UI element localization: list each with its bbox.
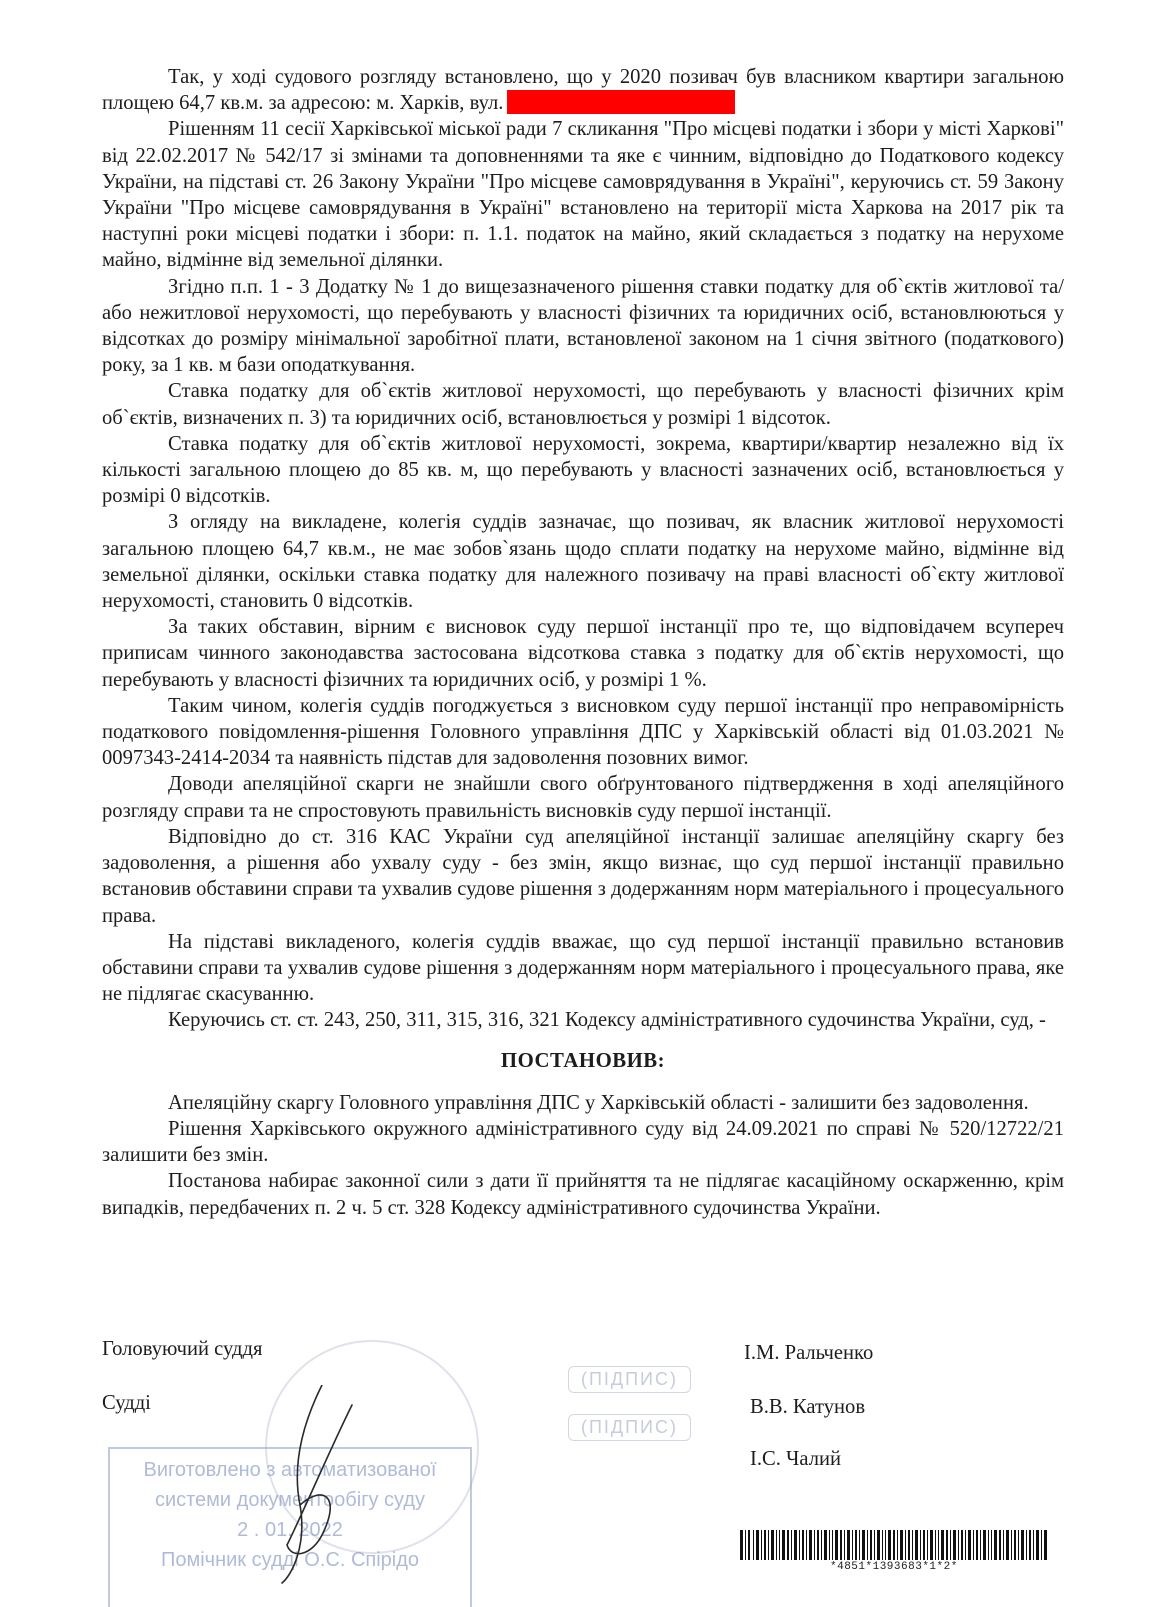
paragraph-5: Ставка податку для об`єктів житлової нерухомості, зокрема, квартири/квартир незалежно від їх кількості загальною площею до 85 кв. м, що перебувають у власності зазначених осіб, встановлюється у розмірі 0 відсотків. (102, 432, 1064, 508)
paragraph-9: Доводи апеляційної скарги не знайшли свого обґрунтованого підтвердження в ході апеляційного розгляду справи та не спростовують правильність висновків суду першої інстанції. (102, 773, 1064, 822)
judges-label: Судді (102, 1392, 151, 1414)
paragraph-6: З огляду на викладене, колегія суддів зазначає, що позивач, як власник житлової нерухомості загальною площею 64,7 кв.м., не має зобов`язань щодо сплати податку на нерухоме майно, відмінне від земельної ділянки, оскільки ставка податку для належного позивачу на праві власності об`єкту житлової нерухомості, становить 0 відсотків. (102, 511, 1064, 613)
resolution-item-1: Апеляційну скаргу Головного управління ДПС у Харківській області - залишити без задоволення. (168, 1091, 1029, 1114)
paragraph-3: Згідно п.п. 1 - 3 Додатку № 1 до вищезазначеного рішення ставки податку для об`єктів житлової та/або нежитлової нерухомості, що перебувають у власності фізичних та юридичних осіб, встановлюються у відсотках до розміру мінімальної заробітної плати, встановленої законом на 1 січня звітного (податкового) року, за 1 кв. м бази оподаткування. (102, 275, 1064, 377)
signature-placeholder-stamp-1: (ПІДПИС) (568, 1366, 691, 1393)
document-body (102, 64, 1064, 1221)
presiding-judge-name: І.М. Ральченко (744, 1342, 874, 1364)
paragraph-1-text: Так, у ході судового розгляду встановлено, що у 2020 позивач був власником квартири загальною площею 64,7 кв.м. за адресою: м. Харків, вул. (102, 66, 1064, 115)
stamp-line-1: Виготовлено з автоматизованої (143, 1459, 437, 1481)
barcode (740, 1530, 1048, 1560)
paragraph-10: Відповідно до ст. 316 КАС України суд апеляційної інстанції залишає апеляційну скаргу без задоволення, а рішення або ухвалу суду - без змін, якщо визнає, що суд першої інстанції правильно встановив обставини справи та ухвалив судове рішення з додержанням норм матеріального і процесуального права. (102, 825, 1064, 927)
stamp-line-3: 2 . 01. 2022 (237, 1519, 343, 1541)
stamp-line-4: Помічник судді О.С. Спірідо (160, 1549, 420, 1571)
paragraph-2: Рішенням 11 сесії Харківської міської ради 7 скликання "Про місцеві податки і збори у місті Харкові" від 22.02.2017 № 542/17 зі змінами та доповненнями та яке є чинним, відповідно до Податкового кодексу України, на підставі ст. 26 Закону України "Про місцеве самоврядування в Україні", керуючись ст. 59 Закону України "Про місцеве самоврядування в Україні" встановлено на території міста Харкова на 2017 рік та наступні роки місцеві податки і збори: п. 1.1. податок на майно, який складається з податку на нерухоме майно, відмінне від земельної ділянки. (102, 118, 1064, 272)
handwritten-signature (262, 1385, 372, 1585)
resolution-heading: ПОСТАНОВИВ: (500, 1048, 666, 1072)
address-redaction (507, 90, 735, 114)
signature-placeholder-stamp-2: (ПІДПИС) (568, 1414, 691, 1441)
resolution-item-3: Постанова набирає законної сили з дати її прийняття та не підлягає касаційному оскарженню, крім випадків, передбачених п. 2 ч. 5 ст. 328 Кодексу адміністративного судочинства України. (102, 1170, 1064, 1219)
stamp-line-2: системи документообігу суду (154, 1489, 426, 1511)
judge-name-1: В.В. Катунов (750, 1396, 866, 1418)
paragraph-8: Таким чином, колегія суддів погоджується з висновком суду першої інстанції про неправомірність податкового повідомлення-рішення Головного управління ДПС у Харківській області від 01.03.2021 № 0097343-2414-2034 та наявність підстав для задоволення позовних вимог. (102, 694, 1064, 770)
paragraph-12: Керуючись ст. ст. 243, 250, 311, 315, 316, 321 Кодексу адміністративного судочинства України, суд, - (168, 1009, 1046, 1032)
presiding-judge-label: Головуючий суддя (102, 1338, 263, 1360)
paragraph-11: На підставі викладеного, колегія суддів вважає, що суд першої інстанції правильно встановив обставини справи та ухвалив судове рішення з додержанням норм матеріального і процесуального права, яке не підлягає скасуванню. (102, 930, 1064, 1006)
paragraph-4: Ставка податку для об`єктів житлової нерухомості, що перебувають у власності фізичних крім об`єктів, визначених п. 3) та юридичних осіб, встановлюється у розмірі 1 відсоток. (102, 380, 1064, 429)
resolution-item-2: Рішення Харківського окружного адміністративного суду від 24.09.2021 по справі № 520/12722/21 залишити без змін. (102, 1117, 1064, 1167)
judge-name-2: І.С. Чалий (750, 1448, 842, 1470)
paragraph-1 (102, 64, 1064, 116)
paragraph-7: За таких обставин, вірним є висновок суду першої інстанції про те, що відповідачем всупереч приписам чинного законодавства застосована відсоткова ставка з податку для об`єктів нерухомості, що перебувають у власності фізичних та юридичних осіб, у розмірі 1 %. (102, 616, 1064, 691)
barcode-number: *4851*1393683*1*2* (830, 1561, 958, 1573)
